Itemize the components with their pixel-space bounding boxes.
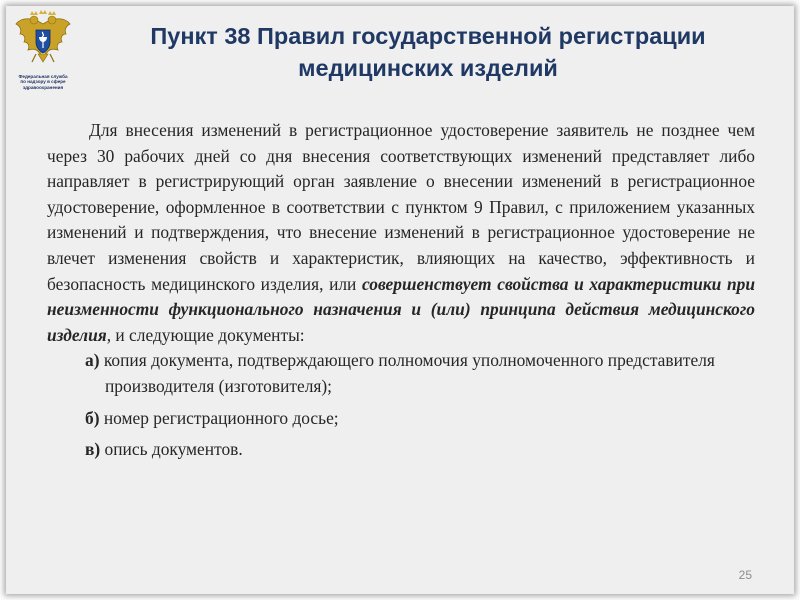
logo-caption-line: Федеральная служба <box>18 74 68 79</box>
list-item <box>85 406 755 432</box>
list-item-text: опись документов. <box>100 439 243 460</box>
paragraph-text: , и следующие документы: <box>106 324 305 345</box>
title-line: медицинских изделий <box>298 55 558 81</box>
list-marker: а) <box>85 350 100 371</box>
page-number: 25 <box>738 568 752 582</box>
paragraph-text: Для внесения изменений в регистрационное удостоверение заявитель не позднее чем через 30 рабочих дней со дня внесения соответствующих изменений представляет либо направляет в регистрирующий орган заявление о внесении изменений в регистрационное удостоверение, оформленное в соответствии с пунктом 9 Правил, с приложением указанных изменений и подтверждения, что внесение изменений в регистрационное удостоверение не влечет изменения свойств и характеристик, влияющих на качество, эффективность и безопасность медицинского изделия, или <box>47 120 755 294</box>
list-item <box>85 348 755 399</box>
double-headed-eagle-emblem-icon <box>12 10 74 74</box>
list-marker: б) <box>85 407 100 428</box>
logo-caption <box>12 74 74 90</box>
logo-caption-line: здравоохранения <box>22 84 64 90</box>
title-line: Пункт 38 Правил государственной регистрации <box>150 23 706 49</box>
list-item-text: копия документа, подтверждающего полномочия уполномоченного представителя производителя (изготовителя); <box>99 350 715 396</box>
emphasized-text: совершенствует свойства и характеристики при неизменности функционального назначения и (или) принципа действия медицинского изделия <box>47 273 755 345</box>
list-item-text: номер регистрационного досье; <box>99 407 339 428</box>
agency-logo <box>12 10 74 98</box>
page-title <box>98 20 758 84</box>
slide <box>6 6 794 594</box>
list-item <box>85 437 755 463</box>
logo-caption-line: по надзору в сфере <box>20 79 66 85</box>
list-marker: в) <box>85 439 101 460</box>
main-paragraph <box>47 118 755 348</box>
body-text <box>47 118 755 463</box>
document-list <box>47 348 755 462</box>
